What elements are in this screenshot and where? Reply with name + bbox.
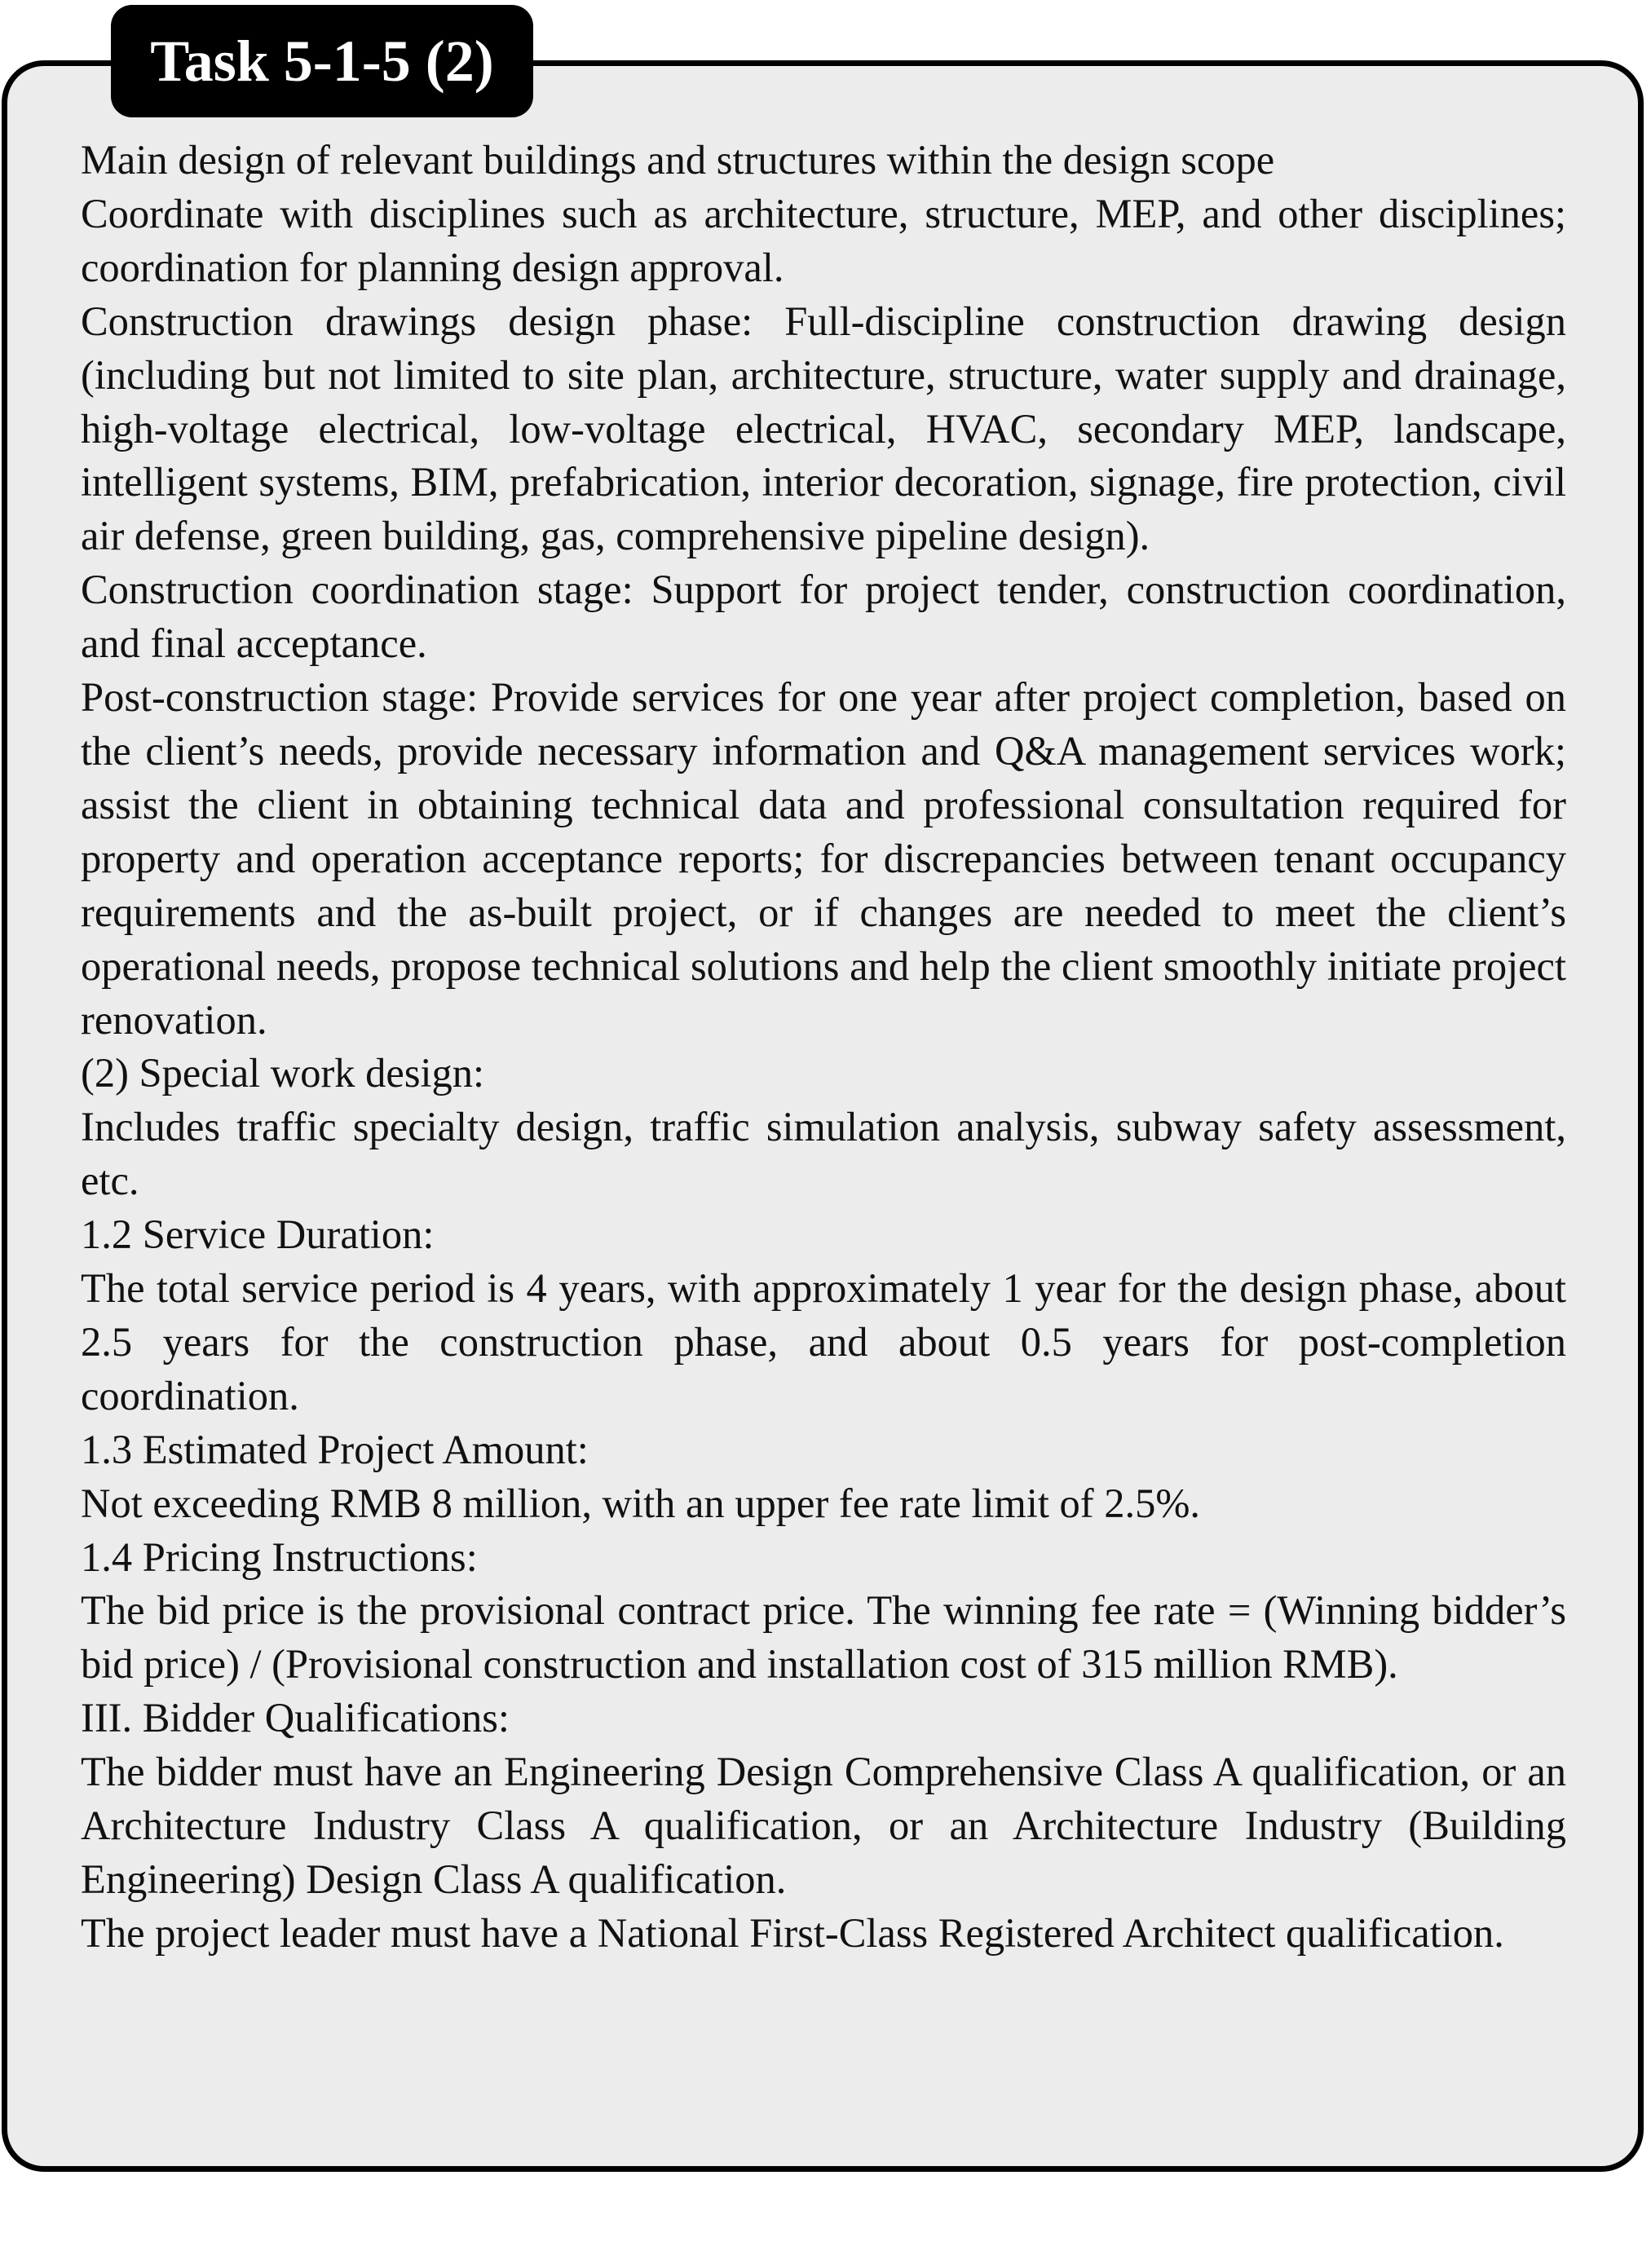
task-content [81, 134, 1566, 1961]
paragraph-project-leader-qualification: The project leader must have a National First-Class Registered Architect qualification. [81, 1909, 1504, 1956]
paragraph-main-design: Main design of relevant buildings and structures within the design scope [81, 137, 1275, 183]
paragraph-service-duration: The total service period is 4 years, with approximately 1 year for the design phase, about 2.5 years for the construction phase, and about 0.5 years for post-completion coordination. [81, 1265, 1566, 1419]
paragraph-estimated-amount: Not exceeding RMB 8 million, with an upper fee rate limit of 2.5%. [81, 1480, 1201, 1526]
paragraph-pricing-instructions: The bid price is the provisional contract price. The winning fee rate = (Winning bidder’s bid price) / (Provisional construction and installation cost of 315 million RMB). [81, 1587, 1566, 1688]
paragraph-bidder-qualification: The bidder must have an Engineering Design Comprehensive Class A qualification, or an Architecture Industry Class A qualification, or an Architecture Industry (Building Engineering) Design Class A qualification. [81, 1749, 1566, 1902]
task-label-badge [111, 5, 533, 117]
paragraph-construction-coordination: Construction coordination stage: Support for project tender, construction coordination, and final acceptance. [81, 567, 1566, 667]
heading-special-work-design: (2) Special work design: [81, 1050, 485, 1096]
paragraph-special-work: Includes traffic specialty design, traffic simulation analysis, subway safety assessment, etc. [81, 1104, 1566, 1204]
heading-bidder-qualifications: III. Bidder Qualifications: [81, 1695, 510, 1741]
heading-estimated-amount: 1.3 Estimated Project Amount: [81, 1426, 589, 1472]
paragraph-post-construction: Post-construction stage: Provide services for one year after project completion, based on the client’s needs, provide necessary information and Q&A management services work; assist the client in obtaining technical data and professional consultation required for property and operation acceptance reports; for discrepancies between tenant occupancy requirements and the as-built project, or if changes are needed to meet the client’s operational needs, propose technical solutions and help the client smoothly initiate project renovation. [81, 674, 1566, 1043]
task-label: Task 5-1-5 (2) [150, 29, 494, 94]
paragraph-coordination: Coordinate with disciplines such as architecture, structure, MEP, and other disciplines; coordination for planning design approval. [81, 190, 1566, 290]
heading-pricing-instructions: 1.4 Pricing Instructions: [81, 1533, 478, 1580]
heading-service-duration: 1.2 Service Duration: [81, 1211, 435, 1258]
paragraph-construction-drawings: Construction drawings design phase: Full-discipline construction drawing design (including but not limited to site plan, architecture, structure, water supply and drainage, high-voltage electrical, low-voltage electrical, HVAC, secondary MEP, landscape, intelligent systems, BIM, prefabrication, interior decoration, signage, fire protection, civil air defense, green building, gas, comprehensive pipeline design). [81, 298, 1566, 559]
